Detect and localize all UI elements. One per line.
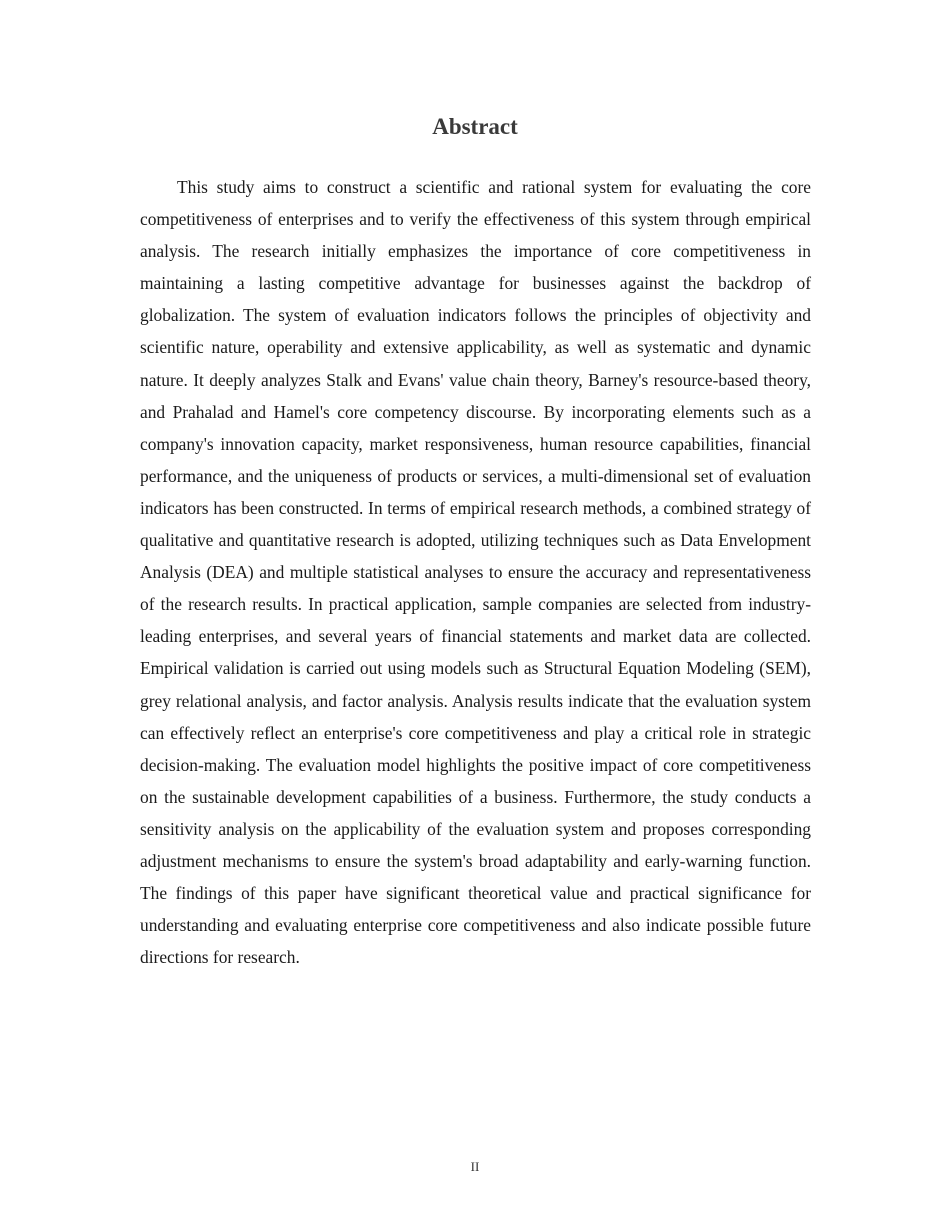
page-number: II — [470, 1159, 480, 1174]
page-title: Abstract — [432, 114, 518, 139]
abstract-paragraph: This study aims to construct a scientific and rational system for evaluating the core competitiveness of enterprises and to verify the effectiveness of this system through empirical analysis. The research initially emphasizes the importance of core competitiveness in maintaining a lasting competitive advantage for businesses against the backdrop of globalization. The system of evaluation indicators follows the principles of objectivity and scientific nature, operability and extensive applicability, as well as systematic and dynamic nature. It deeply analyzes Stalk and Evans' value chain theory, Barney's resource-based theory, and Prahalad and Hamel's core competency discourse. By incorporating elements such as a company's innovation capacity, market responsiveness, human resource capabilities, financial performance, and the uniqueness of products or services, a multi-dimensional set of evaluation indicators has been constructed. In terms of empirical research methods, a combined strategy of qualitative and quantitative research is adopted, utilizing techniques such as Data Envelopment Analysis (DEA) and multiple statistical analyses to ensure the accuracy and representativeness of the research results. In practical application, sample companies are selected from industry-leading enterprises, and several years of financial statements and market data are collected. Empirical validation is carried out using models such as Structural Equation Modeling (SEM), grey relational analysis, and factor analysis. Analysis results indicate that the evaluation system can effectively reflect an enterprise's core competitiveness and play a critical role in strategic decision-making. The evaluation model highlights the positive impact of core competitiveness on the sustainable development capabilities of a business. Furthermore, the study conducts a sensitivity analysis on the applicability of the evaluation system and proposes corresponding adjustment mechanisms to ensure the system's broad adaptability and early-warning function. The findings of this paper have significant theoretical value and practical significance for understanding and evaluating enterprise core competitiveness and also indicate possible future directions for research. — [140, 177, 811, 968]
